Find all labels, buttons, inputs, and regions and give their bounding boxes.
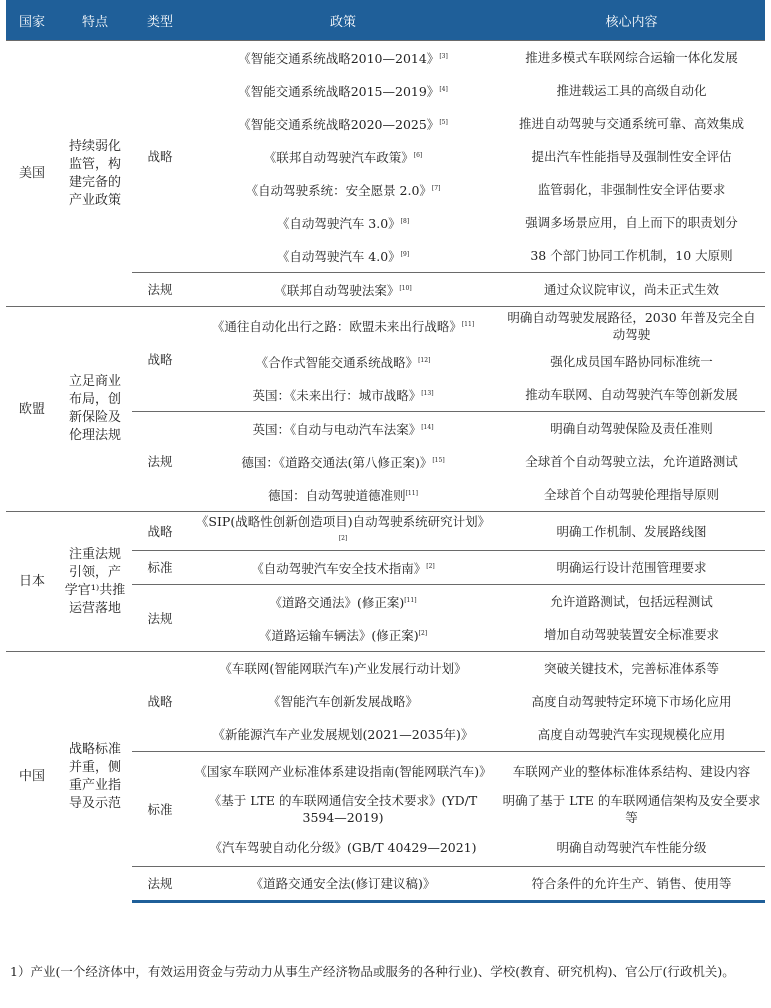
core-content-cell: 明确自动驾驶保险及责任准则 xyxy=(498,412,765,446)
policy-cell xyxy=(188,345,498,378)
table-row xyxy=(6,512,765,551)
reference-marker: [7] xyxy=(431,184,441,192)
type-cell: 标准 xyxy=(132,551,188,585)
policy-name: 《通往自动化出行之路：欧盟未来出行战略》 xyxy=(211,319,462,335)
policy-table-container xyxy=(6,0,765,903)
type-cell: 法规 xyxy=(132,273,188,307)
feature-cell: 注重法规引领，产学官¹⁾共推运营落地 xyxy=(58,512,132,652)
table-row xyxy=(6,652,765,686)
policy-name: 英国：《未来出行：城市战略》 xyxy=(252,388,422,404)
core-content-cell: 通过众议院审议，尚未正式生效 xyxy=(498,273,765,307)
type-cell: 战略 xyxy=(132,652,188,752)
core-content-cell: 明确工作机制、发展路线图 xyxy=(498,512,765,551)
policy-cell xyxy=(188,685,498,718)
policy-name: 《SIP(战略性创新创造项目)自动驾驶系统研究计划》 xyxy=(195,513,491,529)
policy-name: 《智能汽车创新发展战略》 xyxy=(267,694,418,709)
reference-marker: [2] xyxy=(418,629,428,637)
policy-table xyxy=(6,0,765,903)
policy-name: 《智能交通系统战略2015—2019》 xyxy=(238,84,440,100)
reference-marker: [10] xyxy=(399,284,412,292)
policy-name: 《智能交通系统战略2010—2014》 xyxy=(238,51,440,67)
header-type: 类型 xyxy=(132,0,188,41)
core-content-cell: 38 个部门协同工作机制，10 大原则 xyxy=(530,248,733,263)
reference-marker: [11] xyxy=(405,489,418,497)
header-feature: 特点 xyxy=(58,0,132,41)
policy-name: 《自动驾驶汽车安全技术指南》 xyxy=(251,561,427,577)
core-content-cell: 明确运行设计范围管理要求 xyxy=(498,551,765,585)
policy-cell xyxy=(188,140,498,173)
reference-marker: [4] xyxy=(439,85,448,93)
table-header-row xyxy=(6,0,765,41)
reference-marker: [11] xyxy=(404,596,417,604)
feature-cell: 持续弱化监管，构建完备的产业政策 xyxy=(58,41,132,307)
table-body xyxy=(6,41,765,902)
policy-name: 德国：《道路交通法(第八修正案)》 xyxy=(241,455,433,471)
policy-cell xyxy=(188,551,498,585)
core-content-cell: 明确了基于 LTE 的车联网通信架构及安全要求等 xyxy=(502,793,761,825)
policy-name: 《联邦自动驾驶汽车政策》 xyxy=(263,150,414,166)
policy-cell xyxy=(188,790,498,828)
table-row xyxy=(6,41,765,75)
core-content-cell: 推进多模式车联网综合运输一体化发展 xyxy=(498,41,765,75)
core-content-cell: 车联网产业的整体标准体系结构、建设内容 xyxy=(498,752,765,791)
reference-marker: [13] xyxy=(421,389,434,397)
policy-cell xyxy=(188,173,498,206)
reference-marker: [8] xyxy=(400,217,410,225)
policy-cell xyxy=(188,206,498,239)
policy-name: 《联邦自动驾驶法案》 xyxy=(274,283,400,299)
policy-cell xyxy=(188,652,498,686)
policy-cell xyxy=(188,718,498,752)
core-content-cell: 全球首个自动驾驶立法，允许道路测试 xyxy=(525,454,738,469)
policy-name: 《道路运输车辆法》(修正案) xyxy=(258,628,419,644)
policy-cell xyxy=(188,585,498,619)
policy-cell xyxy=(188,752,498,791)
reference-marker: [9] xyxy=(400,250,410,258)
reference-marker: [15] xyxy=(432,456,445,464)
type-cell: 战略 xyxy=(132,307,188,412)
type-cell: 法规 xyxy=(132,867,188,902)
core-content-cell: 强化成员国车路协同标准统一 xyxy=(550,354,713,369)
reference-marker: [11] xyxy=(461,321,475,329)
feature-cell: 战略标准并重，侧重产业指导及示范 xyxy=(58,652,132,902)
core-content-cell: 强调多场景应用，自上而下的职责划分 xyxy=(525,215,738,230)
type-cell: 法规 xyxy=(132,585,188,652)
core-content-cell: 推动车联网、自动驾驶汽车等创新发展 xyxy=(525,387,738,402)
header-core-content: 核心内容 xyxy=(498,0,765,41)
policy-cell xyxy=(188,378,498,412)
policy-cell xyxy=(188,41,498,75)
policy-cell xyxy=(188,307,498,346)
core-content-cell: 高度自动驾驶特定环境下市场化应用 xyxy=(531,694,732,709)
type-cell: 标准 xyxy=(132,752,188,867)
core-content-cell: 推进载运工具的高级自动化 xyxy=(556,83,707,98)
core-content-cell: 提出汽车性能指导及强制性安全评估 xyxy=(531,149,732,164)
feature-cell: 立足商业布局，创新保险及伦理法规 xyxy=(58,307,132,512)
policy-name: 德国：自动驾驶道德准则 xyxy=(268,488,406,504)
table-row xyxy=(6,307,765,346)
country-cell: 欧盟 xyxy=(6,307,58,512)
policy-name: 《自动驾驶汽车 3.0》 xyxy=(276,216,401,232)
policy-cell xyxy=(188,478,498,512)
core-content-cell: 高度自动驾驶汽车实现规模化应用 xyxy=(537,727,726,742)
reference-marker: [3] xyxy=(439,52,448,60)
policy-name: 《车联网(智能网联汽车)产业发展行动计划》 xyxy=(219,661,467,676)
core-content-cell: 监管弱化，非强制性安全评估要求 xyxy=(537,182,726,197)
policy-cell xyxy=(188,273,498,307)
reference-marker: [2] xyxy=(426,562,435,570)
core-content-cell: 明确自动驾驶发展路径，2030 年普及完全自动驾驶 xyxy=(498,307,765,346)
reference-marker: [14] xyxy=(421,423,434,431)
type-cell: 战略 xyxy=(132,41,188,273)
policy-cell xyxy=(188,412,498,446)
core-content-cell: 符合条件的允许生产、销售、使用等 xyxy=(498,867,765,902)
policy-cell xyxy=(188,445,498,478)
policy-name: 《合作式智能交通系统战略》 xyxy=(255,355,419,371)
header-policy: 政策 xyxy=(188,0,498,41)
policy-name: 《自动驾驶汽车 4.0》 xyxy=(276,249,401,265)
policy-cell xyxy=(188,618,498,652)
header-country: 国家 xyxy=(6,0,58,41)
type-cell: 法规 xyxy=(132,412,188,512)
policy-cell xyxy=(188,74,498,107)
policy-name: 《国家车联网产业标准体系建设指南(智能网联汽车)》 xyxy=(194,763,492,779)
core-content-cell: 突破关键技术，完善标准体系等 xyxy=(498,652,765,686)
policy-name: 《自动驾驶系统：安全愿景 2.0》 xyxy=(245,183,432,199)
reference-marker: [12] xyxy=(418,356,431,364)
policy-name: 英国：《自动与电动汽车法案》 xyxy=(252,422,422,438)
policy-name: 《道路交通安全法(修订建议稿)》 xyxy=(250,876,436,891)
core-content-cell: 推进自动驾驶与交通系统可靠、高效集成 xyxy=(518,116,744,131)
reference-marker: [6] xyxy=(413,151,423,159)
core-content-cell: 允许道路测试，包括远程测试 xyxy=(498,585,765,619)
core-content-cell: 全球首个自动驾驶伦理指导原则 xyxy=(543,487,719,502)
policy-cell xyxy=(188,239,498,273)
country-cell: 美国 xyxy=(6,41,58,307)
policy-name: 《新能源汽车产业发展规划(2021—2035年)》 xyxy=(212,727,474,742)
policy-cell xyxy=(188,867,498,902)
country-cell: 中国 xyxy=(6,652,58,902)
policy-name: 《道路交通法》(修正案) xyxy=(269,595,405,611)
policy-name: 《智能交通系统战略2020—2025》 xyxy=(238,117,440,133)
type-cell: 战略 xyxy=(132,512,188,551)
policy-cell xyxy=(188,828,498,867)
policy-cell xyxy=(188,512,498,551)
core-content-cell: 明确自动驾驶汽车性能分级 xyxy=(556,839,707,855)
reference-marker: [5] xyxy=(439,118,448,126)
footnote: 1）产业(一个经济体中，有效运用资金与劳动力从事生产经济物品或服务的各种行业)、学校(教育、研究机构)、官公厅(行政机关)。 xyxy=(10,964,735,979)
core-content-cell: 增加自动驾驶装置安全标准要求 xyxy=(543,627,719,642)
reference-marker: [2] xyxy=(338,534,348,542)
policy-cell xyxy=(188,107,498,140)
country-cell: 日本 xyxy=(6,512,58,652)
policy-name: 《汽车驾驶自动化分级》(GB/T 40429—2021) xyxy=(209,839,477,855)
policy-name: 《基于 LTE 的车联网通信安全技术要求》(YD/T 3594—2019) xyxy=(208,793,478,825)
